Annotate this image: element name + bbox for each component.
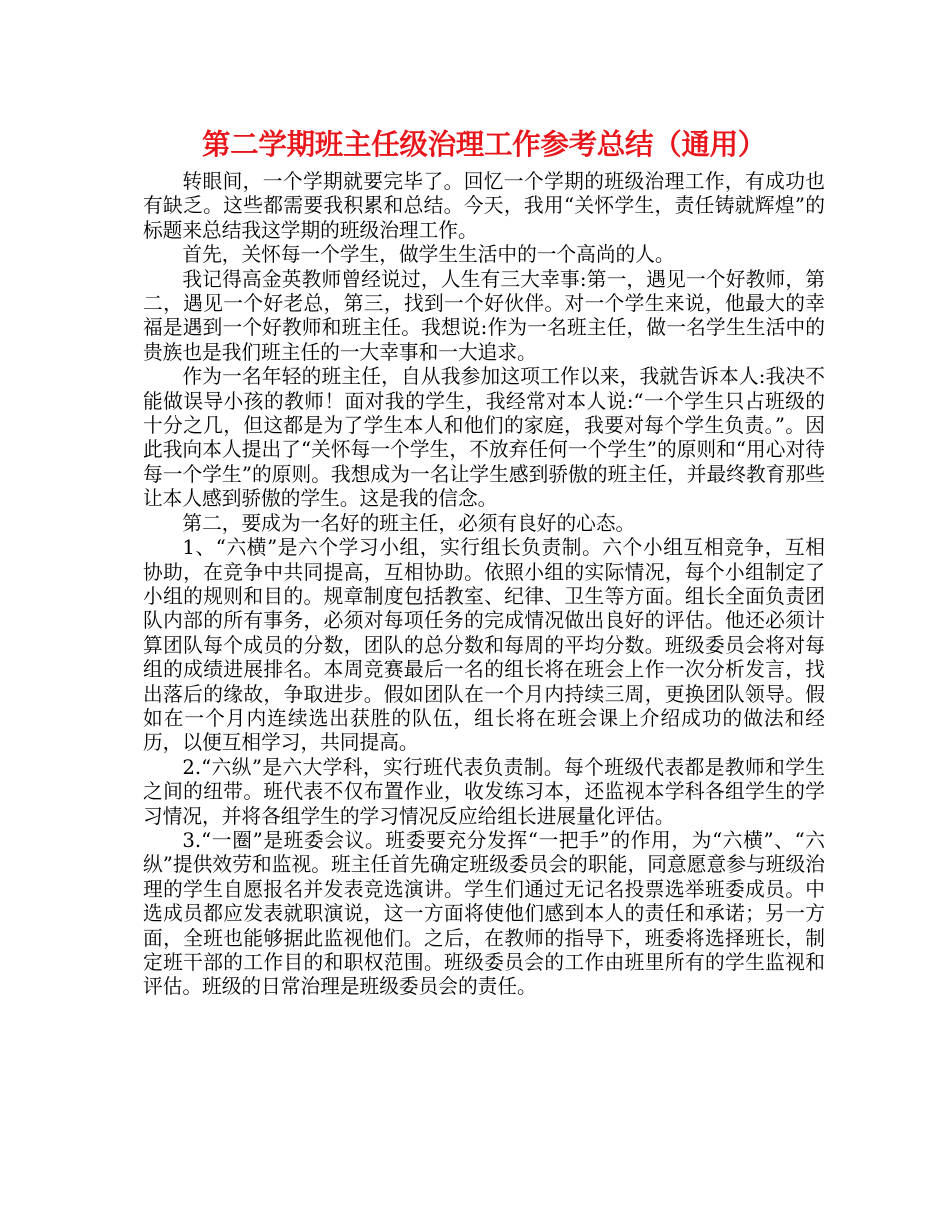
paragraph-point-first: 首先，关怀每一个学生，做学生生活中的一个高尚的人。	[182, 243, 675, 267]
paragraph-point-second: 第二，要成为一名好的班主任，必须有良好的心态。	[182, 511, 636, 535]
paragraph-young-teacher: 作为一名年轻的班主任，自从我参加这项工作以来，我就告诉本人:我决不能做误导小孩的教师！面对我的学生，我经常对本人说:“一个学生只占班级的十分之几，但这都是为了学生本人和他们的家庭，我要对每个学生负责。”。因此我向本人提出了“关怀每一个学生，不放弃任何一个学生”的原则和“用心对待每一个学生”的原则。我想成为一名让学生感到骄傲的班主任，并最终教育那些让本人感到骄傲的学生。这是我的信念。	[143, 365, 825, 511]
paragraph-intro: 转眼间，一个学期就要完毕了。回忆一个学期的班级治理工作，有成功也有缺乏。这些都需要我积累和总结。今天，我用“关怀学生，责任铸就辉煌”的标题来总结我这学期的班级治理工作。	[143, 170, 825, 242]
paragraph-six-horizontal: 1、“六横”是六个学习小组，实行组长负责制。六个小组互相竞争，互相协助，在竞争中共同提高，互相协助。依照小组的实际情况，每个小组制定了小组的规则和目的。规章制度包括教室、纪律、卫生等方面。组长全面负责团队内部的所有事务，必须对每项任务的完成情况做出良好的评估。他还必须计算团队每个成员的分数，团队的总分数和每周的平均分数。班级委员会将对每组的成绩进展排名。本周竞赛最后一名的组长将在班会上作一次分析发言，找出落后的缘故，争取进步。假如团队在一个月内持续三周，更换团队领导。假如在一个月内连续选出获胜的队伍，组长将在班会课上介绍成功的做法和经历，以便互相学习，共同提高。	[143, 536, 825, 755]
paragraph-teacher-quote: 我记得高金英教师曾经说过，人生有三大幸事:第一，遇见一个好教师，第二，遇见一个好老总，第三，找到一个好伙伴。对一个学生来说，他最大的幸福是遇到一个好教师和班主任。我想说:作为一名班主任，做一名学生生活中的贵族也是我们班主任的一大幸事和一大追求。	[143, 267, 825, 364]
paragraph-six-vertical: 2.“六纵”是六大学科，实行班代表负责制。每个班级代表都是教师和学生之间的纽带。班代表不仅布置作业，收发练习本，还监视本学科各组学生的学习情况，并将各组学生的学习情况反应给组长进展量化评估。	[143, 755, 825, 828]
paragraph-one-circle: 3.“一圈”是班委会议。班委要充分发挥“一把手”的作用，为“六横”、“六纵”提供效劳和监视。班主任首先确定班级委员会的职能，同意愿意参与班级治理的学生自愿报名并发表竞选演讲。学生们通过无记名投票选举班委成员。中选成员都应发表就职演说，这一方面将使他们感到本人的责任和承诺；另一方面，全班也能够据此监视他们。之后，在教师的指导下，班委将选择班长，制定班干部的工作目的和职权范围。班级委员会的工作由班里所有的学生监视和评估。班级的日常治理是班级委员会的责任。	[143, 828, 825, 999]
document-page	[143, 124, 825, 1000]
document-title: 第二学期班主任级治理工作参考总结（通用）	[201, 128, 766, 161]
